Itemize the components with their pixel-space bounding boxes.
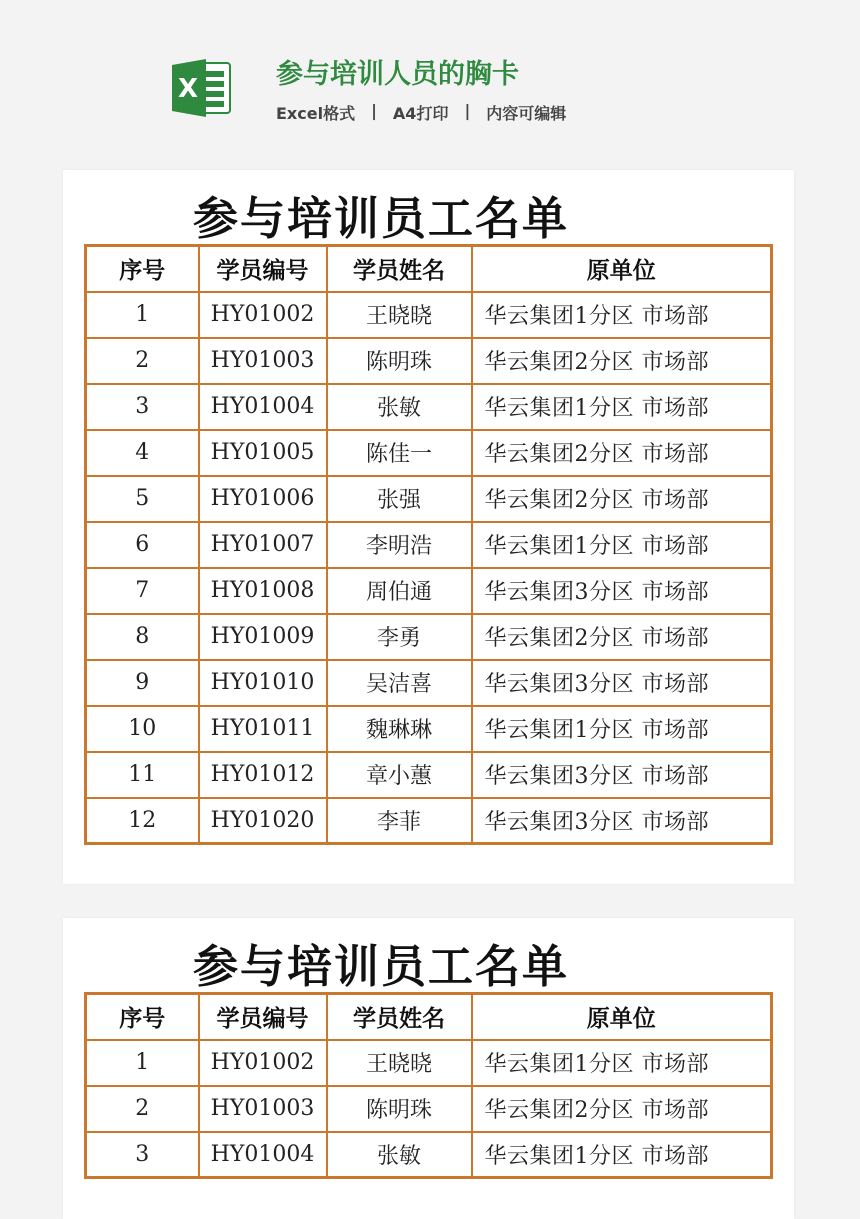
edit-tag: 内容可编辑 — [486, 104, 567, 123]
row-index: 2 — [86, 1086, 199, 1132]
row-index: 6 — [86, 522, 199, 568]
original-unit: 华云集团1分区 市场部 — [472, 384, 772, 430]
original-unit: 华云集团3分区 市场部 — [472, 660, 772, 706]
row-index: 12 — [86, 798, 199, 844]
row-index: 10 — [86, 706, 199, 752]
student-id: HY01020 — [199, 798, 327, 844]
student-id: HY01005 — [199, 430, 327, 476]
table-row — [86, 752, 772, 798]
student-name: 吴洁喜 — [327, 660, 472, 706]
row-index: 11 — [86, 752, 199, 798]
format-tag: Excel格式 — [276, 104, 356, 123]
original-unit: 华云集团3分区 市场部 — [472, 568, 772, 614]
student-name: 王晓晓 — [327, 1040, 472, 1086]
student-id: HY01004 — [199, 384, 327, 430]
table-header-row — [86, 994, 772, 1040]
sheet-title: 参与培训员工名单 — [192, 192, 569, 245]
row-index: 9 — [86, 660, 199, 706]
student-id: HY01006 — [199, 476, 327, 522]
column-header: 序号 — [86, 994, 199, 1040]
student-name: 王晓晓 — [327, 292, 472, 338]
column-header: 学员编号 — [199, 994, 327, 1040]
row-index: 8 — [86, 614, 199, 660]
column-header: 原单位 — [472, 994, 772, 1040]
student-name: 陈明珠 — [327, 338, 472, 384]
row-index: 3 — [86, 384, 199, 430]
original-unit: 华云集团1分区 市场部 — [472, 706, 772, 752]
column-header: 学员编号 — [199, 246, 327, 292]
table-row — [86, 292, 772, 338]
row-index: 5 — [86, 476, 199, 522]
student-name: 周伯通 — [327, 568, 472, 614]
original-unit: 华云集团2分区 市场部 — [472, 614, 772, 660]
original-unit: 华云集团1分区 市场部 — [472, 292, 772, 338]
student-id: HY01008 — [199, 568, 327, 614]
table-row — [86, 706, 772, 752]
column-header: 学员姓名 — [327, 994, 472, 1040]
student-name: 章小蕙 — [327, 752, 472, 798]
student-name: 魏琳琳 — [327, 706, 472, 752]
table-row — [86, 1086, 772, 1132]
roster-table — [84, 244, 773, 845]
student-id: HY01002 — [199, 1040, 327, 1086]
roster-table — [84, 992, 773, 1179]
table-row — [86, 476, 772, 522]
table-row — [86, 614, 772, 660]
student-name: 李勇 — [327, 614, 472, 660]
format-tags — [276, 101, 566, 124]
row-index: 1 — [86, 292, 199, 338]
table-row — [86, 384, 772, 430]
table-row — [86, 798, 772, 844]
original-unit: 华云集团2分区 市场部 — [472, 476, 772, 522]
student-id: HY01003 — [199, 338, 327, 384]
original-unit: 华云集团1分区 市场部 — [472, 522, 772, 568]
table-row — [86, 568, 772, 614]
table-row — [86, 1040, 772, 1086]
student-id: HY01002 — [199, 292, 327, 338]
row-index: 4 — [86, 430, 199, 476]
print-tag: A4打印 — [392, 104, 449, 123]
page-header — [0, 0, 860, 150]
page-title: 参与培训人员的胸卡 — [276, 59, 519, 90]
student-name: 李菲 — [327, 798, 472, 844]
column-header: 原单位 — [472, 246, 772, 292]
table-row — [86, 660, 772, 706]
student-id: HY01007 — [199, 522, 327, 568]
svg-text:X: X — [177, 74, 199, 104]
column-header: 序号 — [86, 246, 199, 292]
student-id: HY01012 — [199, 752, 327, 798]
separator: | — [371, 101, 377, 120]
original-unit: 华云集团2分区 市场部 — [472, 338, 772, 384]
column-header: 学员姓名 — [327, 246, 472, 292]
excel-icon — [168, 55, 234, 121]
original-unit: 华云集团2分区 市场部 — [472, 430, 772, 476]
separator: | — [464, 101, 471, 120]
student-name: 张敏 — [327, 1132, 472, 1178]
student-id: HY01009 — [199, 614, 327, 660]
student-name: 陈佳一 — [327, 430, 472, 476]
table-row — [86, 522, 772, 568]
table-body — [86, 1040, 772, 1178]
original-unit: 华云集团1分区 市场部 — [472, 1040, 772, 1086]
student-id: HY01004 — [199, 1132, 327, 1178]
sheet-preview — [63, 170, 794, 884]
row-index: 3 — [86, 1132, 199, 1178]
row-index: 1 — [86, 1040, 199, 1086]
table-row — [86, 338, 772, 384]
row-index: 2 — [86, 338, 199, 384]
student-id: HY01003 — [199, 1086, 327, 1132]
student-name: 李明浩 — [327, 522, 472, 568]
student-id: HY01010 — [199, 660, 327, 706]
sheet-preview-2 — [63, 918, 794, 1219]
sheet-title: 参与培训员工名单 — [192, 940, 569, 993]
student-name: 张强 — [327, 476, 472, 522]
row-index: 7 — [86, 568, 199, 614]
student-name: 张敏 — [327, 384, 472, 430]
original-unit: 华云集团3分区 市场部 — [472, 798, 772, 844]
table-body — [86, 292, 772, 844]
table-row — [86, 430, 772, 476]
original-unit: 华云集团3分区 市场部 — [472, 752, 772, 798]
table-header-row — [86, 246, 772, 292]
student-id: HY01011 — [199, 706, 327, 752]
student-name: 陈明珠 — [327, 1086, 472, 1132]
original-unit: 华云集团1分区 市场部 — [472, 1132, 772, 1178]
original-unit: 华云集团2分区 市场部 — [472, 1086, 772, 1132]
table-row — [86, 1132, 772, 1178]
